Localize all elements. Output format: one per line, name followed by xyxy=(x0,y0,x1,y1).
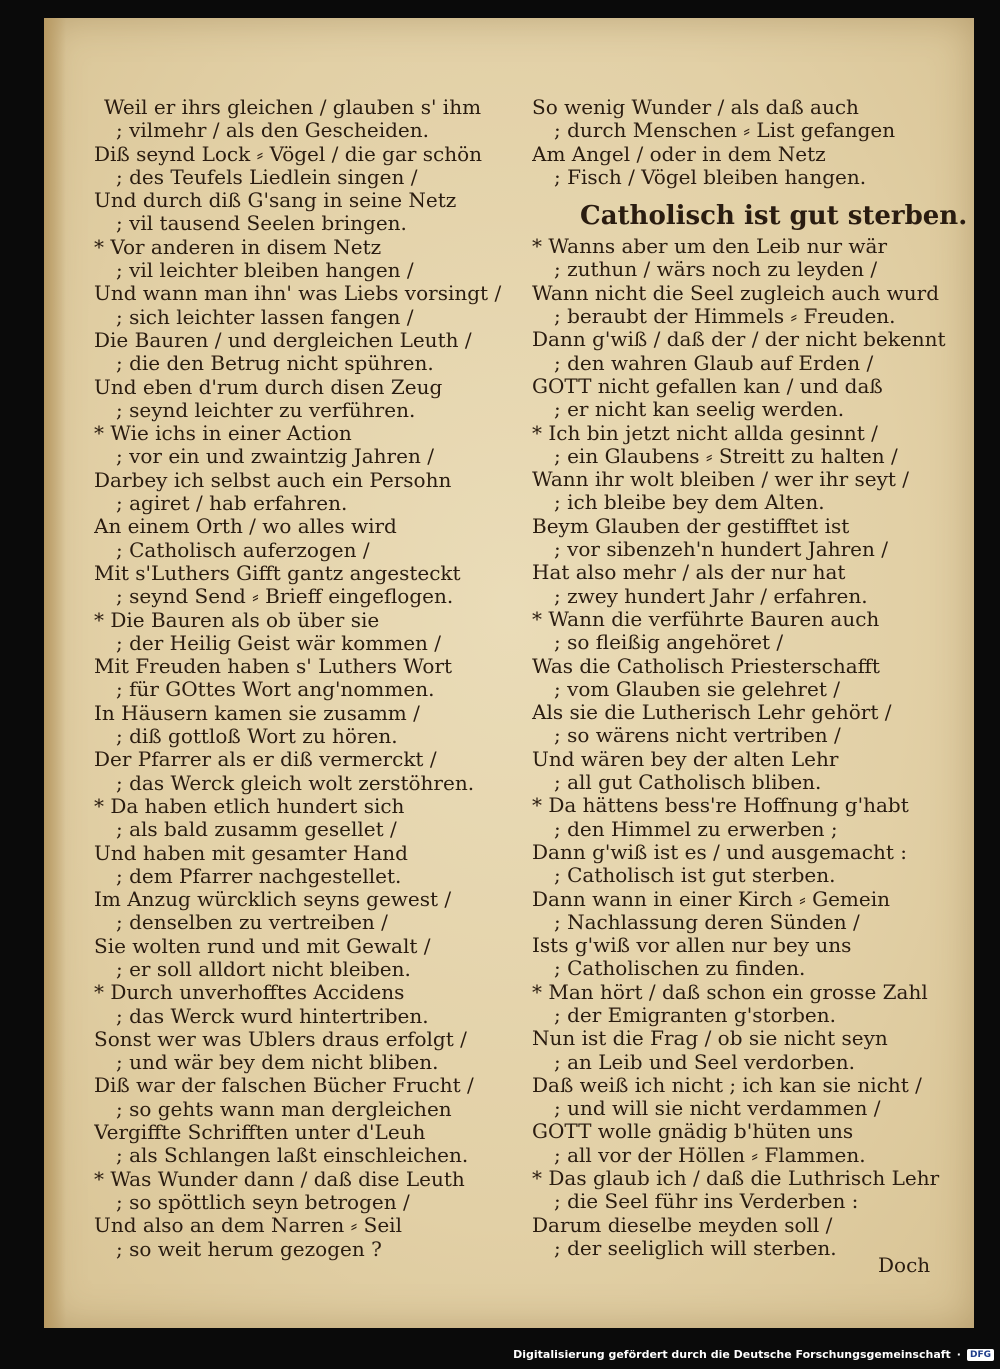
verse-continuation-line: ; den wahren Glaub auf Erden / xyxy=(554,351,874,375)
verse-line: So wenig Wunder / als daß auch xyxy=(532,96,859,119)
verse-line: Und wann man ihn' was Liebs vorsingt / xyxy=(94,282,502,306)
verse-line: Und haben mit gesamter Hand xyxy=(94,841,408,865)
verse-continuation-line: ; diß gottloß Wort zu hören. xyxy=(116,725,398,749)
verse-line: Diß war der falschen Bücher Frucht / xyxy=(94,1074,474,1098)
verse-line: Und also an dem Narren ⸗ Seil xyxy=(94,1214,402,1238)
verse-line: Die Bauren / und dergleichen Leuth / xyxy=(94,328,472,352)
verse-continuation-line: ; zwey hundert Jahr / erfahren. xyxy=(554,584,868,608)
verse-continuation-line: ; seynd leichter zu verführen. xyxy=(116,398,416,422)
verse-line: Wann nicht die Seel zugleich auch wurd xyxy=(532,281,940,305)
verse-continuation-line: ; Fisch / Vögel bleiben hangen. xyxy=(554,165,867,189)
verse-continuation-line: ; so spöttlich seyn betrogen / xyxy=(116,1190,410,1214)
verse-continuation-line: ; vil leichter bleiben hangen / xyxy=(116,259,414,283)
verse-line: Dann wann in einer Kirch ⸗ Gemein xyxy=(532,887,890,911)
verse-continuation-line: ; das Werck gleich wolt zerstöhren. xyxy=(116,771,475,795)
verse-continuation-line: ; durch Menschen ⸗ List gefangen xyxy=(554,119,896,143)
verse-continuation-line: ; die Seel führ ins Verderben : xyxy=(554,1190,859,1214)
verse-continuation-line: ; und will sie nicht verdammen / xyxy=(554,1097,881,1121)
verse-line: Daß weiß ich nicht ; ich kan sie nicht / xyxy=(532,1073,922,1097)
verse-line: Darbey ich selbst auch ein Persohn xyxy=(94,468,452,492)
section-heading: Catholisch ist gut sterben. xyxy=(580,201,968,232)
verse-continuation-line: ; vor ein und zwaintzig Jahren / xyxy=(116,445,434,469)
verse-line: Mit s'Luthers Gifft gantz angesteckt xyxy=(94,561,461,585)
verse-continuation-line: ; der Emigranten g'storben. xyxy=(554,1003,836,1027)
verse-continuation-line: ; dem Pfarrer nachgestellet. xyxy=(116,864,402,888)
verse-line: * Das glaub ich / daß die Luthrisch Lehr xyxy=(532,1167,940,1191)
verse-line: Hat also mehr / als der nur hat xyxy=(532,561,846,585)
verse-line: Mit Freuden haben s' Luthers Wort xyxy=(94,655,453,679)
verse-line: Sonst wer was Ublers draus erfolgt / xyxy=(94,1027,467,1051)
verse-continuation-line: ; für GOttes Wort ang'nommen. xyxy=(116,678,435,702)
verse-continuation-line: ; ein Glaubens ⸗ Streitt zu halten / xyxy=(554,444,898,468)
right-column xyxy=(532,96,968,1260)
verse-line: Nun ist die Frag / ob sie nicht seyn xyxy=(532,1027,888,1051)
verse-line: Darum dieselbe meyden soll / xyxy=(532,1213,833,1237)
catchword: Doch xyxy=(878,1253,931,1277)
verse-continuation-line: ; Nachlassung deren Sünden / xyxy=(554,910,860,934)
verse-continuation-line: ; so fleißig angehöret / xyxy=(554,631,784,655)
verse-line: * Was Wunder dann / daß dise Leuth xyxy=(94,1167,465,1191)
verse-continuation-line: ; Catholisch auferzogen / xyxy=(116,538,370,562)
verse-continuation-line: ; er nicht kan seelig werden. xyxy=(554,398,845,422)
verse-line: Sie wolten rund und mit Gewalt / xyxy=(94,934,431,958)
verse-continuation-line: ; Catholisch ist gut sterben. xyxy=(554,864,836,888)
verse-continuation-line: ; beraubt der Himmels ⸗ Freuden. xyxy=(554,305,896,329)
verse-continuation-line: ; vor sibenzeh'n hundert Jahren / xyxy=(554,538,888,562)
footer-separator: · xyxy=(956,1348,961,1361)
digitization-footer xyxy=(513,1348,994,1361)
verse-line: Was die Catholisch Priesterschafft xyxy=(532,654,880,678)
verse-continuation-line: ; er soll alldort nicht bleiben. xyxy=(116,957,411,981)
verse-line: Am Angel / oder in dem Netz xyxy=(532,142,826,166)
verse-line: Und wären bey der alten Lehr xyxy=(532,747,839,771)
verse-line: * Man hört / daß schon ein grosse Zahl xyxy=(532,980,928,1004)
right-column-top xyxy=(532,96,962,189)
footer-credit-text: Digitalisierung gefördert durch die Deutsche Forschungsgemeinschaft xyxy=(513,1348,951,1361)
verse-continuation-line: ; der Heilig Geist wär kommen / xyxy=(116,631,442,655)
verse-continuation-line: ; agiret / hab erfahren. xyxy=(116,492,348,516)
verse-continuation-line: ; ich bleibe bey dem Alten. xyxy=(554,491,825,515)
verse-line: * Durch unverhofftes Accidens xyxy=(94,981,405,1005)
verse-continuation-line: ; als Schlangen laßt einschleichen. xyxy=(116,1144,469,1168)
verse-continuation-line: ; als bald zusamm gesellet / xyxy=(116,818,397,842)
verse-line: GOTT nicht gefallen kan / und daß xyxy=(532,374,883,398)
verse-continuation-line: ; sich leichter lassen fangen / xyxy=(116,305,414,329)
verse-continuation-line: ; so gehts wann man dergleichen xyxy=(116,1097,452,1121)
verse-line: * Wann die verführte Bauren auch xyxy=(532,607,880,631)
verse-line: Dann g'wiß ist es / und ausgemacht : xyxy=(532,840,907,864)
verse-line: In Häusern kamen sie zusamm / xyxy=(94,701,420,725)
verse-continuation-line: ; so weit herum gezogen ? xyxy=(116,1237,382,1261)
verse-line: * Wie ichs in einer Action xyxy=(94,422,352,446)
verse-continuation-line: ; und wär bey dem nicht bliben. xyxy=(116,1051,439,1075)
verse-continuation-line: ; zuthun / wärs noch zu leyden / xyxy=(554,258,878,282)
verse-line: * Vor anderen in disem Netz xyxy=(94,235,382,259)
page-spine-shadow xyxy=(44,18,66,1328)
verse-continuation-line: ; an Leib und Seel verdorben. xyxy=(554,1050,855,1074)
verse-line: * Da hättens bess're Hoffnung g'habt xyxy=(532,794,909,818)
verse-continuation-line: ; Catholischen zu finden. xyxy=(554,957,806,981)
verse-line: Wann ihr wolt bleiben / wer ihr seyt / xyxy=(532,468,910,492)
verse-line: Und durch diß G'sang in seine Netz xyxy=(94,189,457,213)
verse-line: Der Pfarrer als er diß vermerckt / xyxy=(94,748,437,772)
verse-line: Und eben d'rum durch disen Zeug xyxy=(94,375,443,399)
verse-line: Weil er ihrs gleichen / glauben s' ihm xyxy=(104,96,482,119)
verse-line: Als sie die Lutherisch Lehr gehört / xyxy=(532,701,892,725)
dfg-logo-icon: DFG xyxy=(967,1349,994,1361)
verse-continuation-line: ; der seeliglich will sterben. xyxy=(554,1236,837,1260)
verse-continuation-line: ; den Himmel zu erwerben ; xyxy=(554,817,838,841)
left-column xyxy=(94,96,534,1261)
verse-line: An einem Orth / wo alles wird xyxy=(94,515,397,539)
verse-continuation-line: ; vilmehr / als den Gescheiden. xyxy=(116,119,429,143)
verse-line: * Wanns aber um den Leib nur wär xyxy=(532,235,887,259)
verse-continuation-line: ; all gut Catholisch bliben. xyxy=(554,771,822,795)
verse-line: GOTT wolle gnädig b'hüten uns xyxy=(532,1120,854,1144)
book-page xyxy=(44,18,974,1328)
verse-line: Ists g'wiß vor allen nur bey uns xyxy=(532,934,852,958)
verse-line: * Ich bin jetzt nicht allda gesinnt / xyxy=(532,421,878,445)
verse-continuation-line: ; das Werck wurd hintertriben. xyxy=(116,1004,429,1028)
verse-line: * Die Bauren als ob über sie xyxy=(94,608,380,632)
verse-continuation-line: ; vom Glauben sie gelehret / xyxy=(554,677,840,701)
verse-continuation-line: ; die den Betrug nicht spühren. xyxy=(116,352,434,376)
verse-line: * Da haben etlich hundert sich xyxy=(94,794,405,818)
verse-line: Dann g'wiß / daß der / der nicht bekennt xyxy=(532,328,946,352)
right-column-bottom xyxy=(532,235,962,1260)
verse-continuation-line: ; seynd Send ⸗ Brieff eingeflogen. xyxy=(116,585,454,609)
verse-continuation-line: ; des Teufels Liedlein singen / xyxy=(116,165,418,189)
verse-line: Vergiffte Schrifften unter d'Leuh xyxy=(94,1121,426,1145)
verse-line: Diß seynd Lock ⸗ Vögel / die gar schön xyxy=(94,142,483,166)
verse-continuation-line: ; so wärens nicht vertriben / xyxy=(554,724,841,748)
verse-line: Beym Glauben der gestifftet ist xyxy=(532,514,850,538)
verse-continuation-line: ; all vor der Höllen ⸗ Flammen. xyxy=(554,1143,866,1167)
verse-continuation-line: ; vil tausend Seelen bringen. xyxy=(116,212,407,236)
verse-line: Im Anzug würcklich seyns gewest / xyxy=(94,888,452,912)
verse-continuation-line: ; denselben zu vertreiben / xyxy=(116,911,388,935)
